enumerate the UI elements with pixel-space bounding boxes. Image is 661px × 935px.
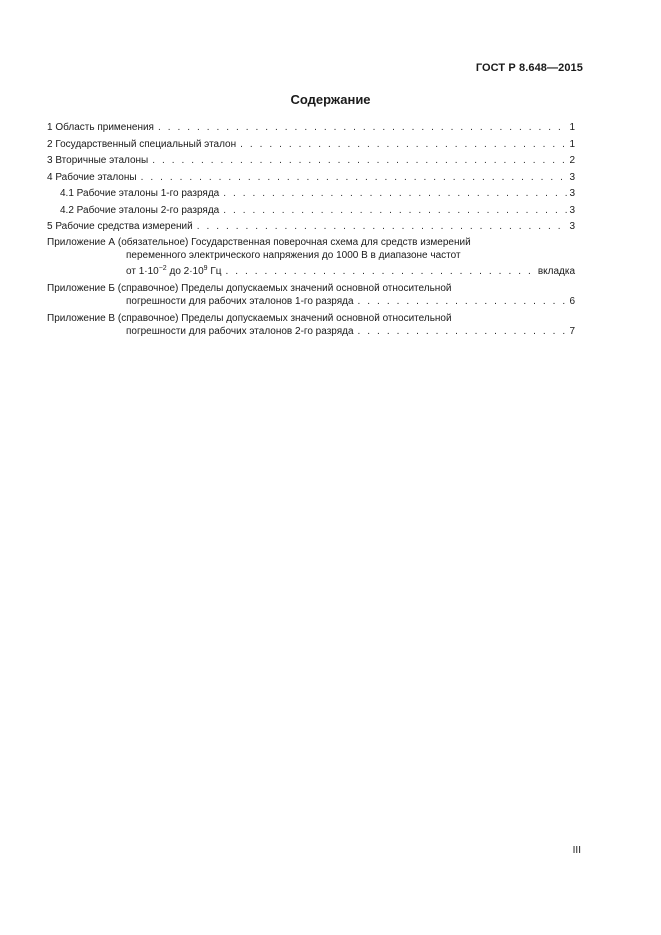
- dot-leader: [141, 170, 568, 187]
- dot-leader: [152, 153, 567, 170]
- toc-entry[interactable]: [47, 137, 575, 154]
- dot-leader: [158, 120, 567, 137]
- frequency-to: до 2·10: [166, 266, 204, 278]
- appendix-title-line: погрешности для рабочих эталонов 2-го разряда: [126, 325, 354, 337]
- toc-subentry[interactable]: [47, 203, 575, 220]
- appendix-last-line: [47, 325, 575, 338]
- table-of-contents: [47, 120, 575, 338]
- dot-leader: [223, 203, 567, 220]
- frequency-from: от 1·10: [126, 266, 159, 278]
- toc-entry-page: 1: [569, 122, 575, 133]
- toc-entry[interactable]: [47, 170, 575, 187]
- toc-entry[interactable]: [47, 120, 575, 137]
- toc-entry-page: 3: [569, 188, 575, 199]
- frequency-unit: Гц: [207, 266, 222, 278]
- toc-entry-page: 2: [569, 155, 575, 166]
- toc-entry-page: 3: [569, 171, 575, 183]
- toc-entry-label: 2 Государственный специальный эталон: [47, 138, 237, 150]
- toc-entry-page: 1: [569, 138, 575, 150]
- toc-entry-page: 3: [569, 204, 575, 216]
- page-number: III: [572, 845, 581, 856]
- appendix-title-line: Приложение А (обязательное) Государственная поверочная схема для средств измерений: [47, 236, 471, 248]
- appendix-last-line: [47, 295, 575, 308]
- appendix-title-line: переменного электрического напряжения до 1000 В в диапазоне частот: [126, 249, 461, 261]
- toc-appendix-c[interactable]: [47, 312, 575, 339]
- toc-entry-page: вкладка: [537, 266, 575, 278]
- dot-leader: [226, 265, 536, 278]
- toc-entry-page: 7: [569, 325, 575, 337]
- dot-leader: [358, 295, 568, 308]
- toc-entry-label: 1 Область применения: [47, 122, 154, 133]
- dot-leader: [358, 325, 568, 338]
- toc-entry-label: 4.1 Рабочие эталоны 1-го разряда: [60, 188, 220, 199]
- dot-leader: [197, 219, 568, 236]
- dot-leader: [240, 137, 567, 154]
- toc-entry-page: 6: [569, 296, 575, 308]
- toc-subentry[interactable]: [47, 186, 575, 203]
- toc-appendix-b[interactable]: [47, 282, 575, 309]
- dot-leader: [223, 186, 567, 203]
- appendix-title-line: Приложение Б (справочное) Пределы допускаемых значений основной относительной: [47, 282, 452, 294]
- toc-appendix-a[interactable]: [47, 236, 575, 279]
- appendix-title-line: погрешности для рабочих эталонов 1-го разряда: [126, 296, 354, 308]
- appendix-title-line: [126, 262, 222, 278]
- toc-entry-label: 5 Рабочие средства измерений: [47, 221, 193, 232]
- appendix-title-line: Приложение В (справочное) Пределы допускаемых значений основной относительной: [47, 312, 452, 324]
- toc-entry[interactable]: [47, 219, 575, 236]
- toc-entry-label: 3 Вторичные эталоны: [47, 155, 149, 166]
- toc-entry-label: 4.2 Рабочие эталоны 2-го разряда: [60, 204, 220, 216]
- document-id: ГОСТ Р 8.648—2015: [475, 62, 583, 74]
- exponent: −2: [158, 265, 167, 273]
- toc-entry-label: 4 Рабочие эталоны: [47, 171, 137, 183]
- exponent: 9: [203, 265, 208, 273]
- toc-entry[interactable]: [47, 153, 575, 170]
- toc-entry-page: 3: [569, 221, 575, 232]
- page-title: Содержание: [290, 92, 371, 107]
- appendix-last-line: [47, 262, 575, 278]
